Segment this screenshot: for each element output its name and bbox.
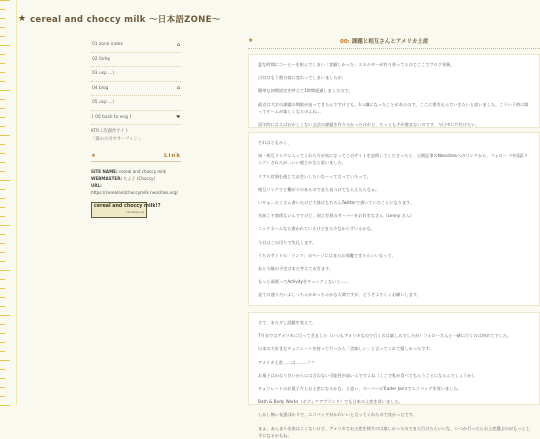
- post-paragraph: 今日はこの辺りで失礼します。: [258, 239, 317, 245]
- sidebar-nav: [91, 38, 181, 125]
- post-paragraph: しかし怖い友達ばかりで、エコバッグがかわいいと言ってくれたので良かったです。: [258, 412, 417, 418]
- sidebar-nav-item[interactable]: [91, 82, 181, 97]
- main-content: [248, 36, 540, 49]
- sidebar-nav-item[interactable]: [91, 111, 181, 126]
- ruler-tick: [0, 18, 5, 19]
- ruler-tick: [0, 297, 5, 298]
- ruler-tick: [0, 369, 5, 370]
- links-section-title: Link: [164, 153, 181, 159]
- ruler-tick: [0, 162, 5, 163]
- ruler-tick: [0, 279, 5, 280]
- ruler-tick: [0, 27, 5, 28]
- nav-item-label: 04 blog: [92, 85, 109, 91]
- ruler-tick: [0, 81, 5, 82]
- star-icon: ★: [91, 153, 96, 159]
- sidebar-nav-item[interactable]: [91, 53, 181, 68]
- ruler-tick: [0, 333, 5, 334]
- post-paragraph: あと今後の予定はまた考えておきます。: [258, 266, 334, 272]
- post-paragraph: 知・相互リンクに入ってくれた方が気になってこのサイトを訪問してくださったと、公開記事のNeocitiesへのリンクから、フォロー（中国語リンク）されたが…いい感じかなと思いました。: [258, 153, 528, 166]
- ruler-tick: [0, 387, 5, 388]
- post-paragraph: ニックネームなら書かれているけどまた少なからずいるかな。: [258, 226, 376, 232]
- ruler-tick: [0, 144, 5, 145]
- ruler-tick: [0, 288, 5, 289]
- ruler-tick: [0, 9, 5, 10]
- home-icon: ⌂: [176, 41, 180, 48]
- sub-link[interactable]: KTRこ次創作サイト: [91, 129, 129, 134]
- post-paragraph: アメリカ土産……は………？？: [258, 359, 317, 365]
- ruler-tick: [0, 351, 5, 352]
- star-icon: ★: [248, 37, 254, 44]
- ruler-tick: [0, 252, 5, 253]
- post-paragraph: いやぁ…たくさん書いたけど大体はもちろんTwitterで書いていたことになります。: [258, 200, 415, 206]
- hand-pointer-icon: ☚: [175, 114, 180, 121]
- post-card: [248, 312, 540, 438]
- nav-item-label: 05 usp ...): [92, 100, 115, 106]
- ruler-tick: [0, 0, 10, 1]
- post-paragraph: 見ての通りだいぶしっちゃかめっちゃかな人間ですが、どうぞよろしくお願いします。: [258, 292, 421, 298]
- post-card: [248, 54, 540, 128]
- site-name-row: SITE NAME: cereal and choccy milk: [91, 169, 166, 174]
- nav-item-label: 02 forby: [92, 56, 111, 62]
- post-paragraph: 日付はもう数分前に変わってしまいましたが、: [258, 75, 346, 81]
- site-info: [91, 168, 181, 196]
- star-icon: ★: [18, 13, 27, 24]
- page-ruler: [0, 0, 17, 405]
- ruler-tick: [0, 243, 5, 244]
- post-paragraph: うちのサイトの「リンク」のページにはまたお邪魔できたらいいなって、: [258, 252, 396, 258]
- post-paragraph: チョコレートのお菓子だとお土産になるかな、と思い、スーパーのTrader Joe'sでエコバッグを買いました。: [258, 386, 462, 392]
- post-date: 00:: [340, 39, 350, 45]
- ruler-tick: [0, 198, 5, 199]
- ruler-tick: [0, 405, 10, 406]
- post-paragraph: 語学的に言えばおかしくない文法の課題を作りたかったけれど、ちっとも手が進まないのです。今日中に片付けたい、: [258, 122, 480, 128]
- sidebar: [91, 38, 181, 218]
- sub-links: [91, 128, 181, 144]
- ruler-tick: [0, 171, 5, 172]
- ruler-tick: [0, 342, 5, 343]
- post-paragraph: 相互リンクでと繋がりのあるのでまた見つけてもらえたらなぁ。: [258, 186, 380, 192]
- post-paragraph: 最近は大学の課題の期限が迫ってきたんですけども、1つ嫌になったことがあるので、ここに書き込んでいきたいと思いました。こういう時に限ってゲームが楽しくなるのよね…: [258, 101, 529, 114]
- ruler-tick: [0, 180, 10, 181]
- nav-item-label: 03 usp ...): [92, 71, 115, 77]
- sidebar-nav-item[interactable]: [91, 38, 181, 53]
- post-paragraph: それはともかく、: [258, 140, 292, 145]
- ruler-tick: [0, 36, 5, 37]
- ruler-tick: [0, 54, 5, 55]
- site-title[interactable]: cereal and choccy milk 〜日本語ZONE〜: [30, 15, 221, 25]
- nav-item-label: [ 00 back to eng ]: [92, 114, 132, 120]
- ruler-tick: [0, 108, 5, 109]
- ruler-tick: [0, 324, 5, 325]
- site-banner[interactable]: [91, 202, 161, 218]
- post-header: [248, 36, 540, 49]
- post-paragraph: 簡単な初期設定を終えて1時間経過しましたので、: [258, 88, 353, 94]
- post-paragraph: 夏な時間にコーヒーを飲んでしまい「実験しかった」エネルギーが有り余ってるのでここでブログ更新。: [258, 62, 455, 67]
- post-paragraph: リアル対面を通じてお会いしたいな〜って言っていたって、: [258, 173, 371, 179]
- post-paragraph: 7月末ではアメリカに行ってきました（いつもアメリカなので行くのは楽しみでしたが）フォローさんと一緒に行くのは初めてでした。: [258, 333, 512, 339]
- sub-link[interactable]: 「森の小川でサーフィン」: [91, 137, 143, 142]
- ruler-tick: [0, 90, 10, 91]
- ruler-tick: [0, 234, 5, 235]
- ruler-tick: [0, 315, 10, 316]
- sidebar-nav-item[interactable]: [91, 67, 181, 82]
- ruler-tick: [0, 207, 5, 208]
- links-section-header: [91, 153, 181, 162]
- ruler-tick: [0, 45, 10, 46]
- nav-item-label: 01 zone index: [92, 42, 123, 48]
- sidebar-nav-item[interactable]: [91, 96, 181, 111]
- ruler-tick: [0, 72, 5, 73]
- post-card: [248, 132, 540, 306]
- post-paragraph: まぁ、あんまり出来はよくないけど、アメリカでお土産を探すのは楽しかったのでまた行けたらいいな、いつか行ったらお土産選ぶのがもっと上手になるかもね。: [258, 425, 530, 438]
- ruler-tick: [0, 306, 5, 307]
- ruler-tick: [0, 378, 5, 379]
- banner-sub: neocities.org: [125, 210, 144, 214]
- ruler-tick: [0, 99, 5, 100]
- url-row: URL: https://cerealandchoccymilk.neocities.org/: [91, 183, 178, 195]
- site-header: [18, 9, 221, 29]
- post-paragraph: Bath & Body Works（ボディケアブランド）でも日本の土産を買いました。: [258, 399, 403, 405]
- banner-text: cereal and choccy milk!?: [94, 204, 161, 209]
- ruler-tick: [0, 153, 5, 154]
- ruler-tick: [0, 63, 5, 64]
- ruler-tick: [0, 117, 5, 118]
- ruler-tick: [0, 261, 5, 262]
- home-icon: ⌂: [176, 85, 180, 92]
- webmaster-row: WEBMASTER: ちよ子 (Choccy): [91, 176, 155, 181]
- ruler-tick: [0, 360, 10, 361]
- ruler-tick: [0, 270, 10, 271]
- ruler-tick: [0, 225, 10, 226]
- post-paragraph: もっと頑張ってActivityをチェックしないと……: [258, 279, 349, 285]
- ruler-tick: [0, 135, 10, 136]
- ruler-tick: [0, 189, 5, 190]
- ruler-tick: [0, 396, 5, 397]
- post-paragraph: さて、またダし話題を変えて、: [258, 320, 317, 325]
- ruler-tick: [0, 216, 5, 217]
- post-paragraph: 名前こそ関係ないんですけど、同じ世界のサーバーをお好きなさん（Lenny さん）: [258, 213, 415, 219]
- post-paragraph: お菓子はかなり甘いからには合わない可能性が高いんですよね（ここで私が食べてもらうことになるんでしょうか）。: [258, 372, 478, 378]
- post-title: 00: 課題と相互さんとアメリカ土産: [340, 39, 429, 45]
- post-paragraph: 日本の大好きなチョコレートを持って行ったら「美味しい」と言ってくれて嬉しかったです。: [258, 346, 434, 352]
- ruler-tick: [0, 126, 5, 127]
